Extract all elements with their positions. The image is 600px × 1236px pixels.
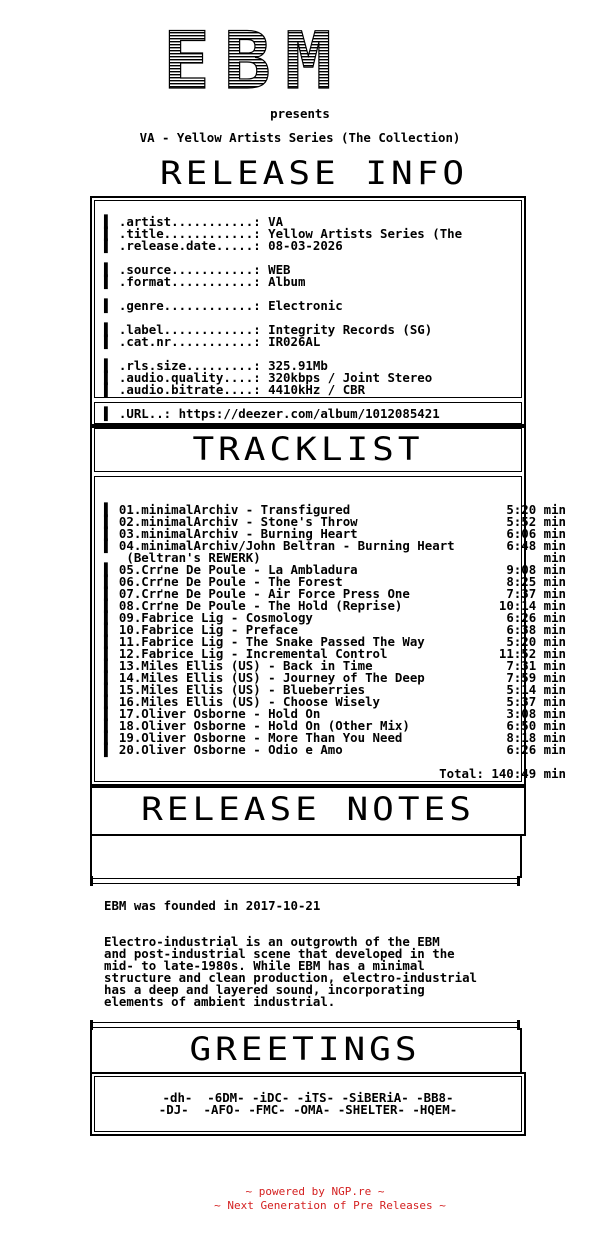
track-title: ▌ 09.Fabrice Lig - Cosmology <box>104 610 313 625</box>
track-duration: 11:52 min <box>498 646 566 661</box>
info-genre: ▌ .genre............: Electronic <box>104 298 343 313</box>
notes-bottom-separator <box>90 1022 520 1028</box>
info-source: ▌ .source...........: WEB <box>104 262 291 277</box>
notes-description: Electro-industrial is an outgrowth of the EBM and post-industrial scene that developed in the mid- to late-1980s. While EBM has a minimal structure and clean production, electro-industrial has a deep and layered sound, incorporating elements of ambient industrial. <box>104 934 477 1009</box>
track-duration: 6:50 min <box>506 718 566 733</box>
notes-left-rail <box>90 834 92 878</box>
info-artist: ▌ .artist...........: VA <box>104 214 284 229</box>
info-release-date: ▌ .release.date.....: 08-03-2026 <box>104 238 343 253</box>
track-title: ▌ 15.Miles Ellis (US) - Blueberries <box>104 682 366 697</box>
track-duration: 3:08 min <box>506 706 566 721</box>
track-duration: 5:14 min <box>506 682 566 697</box>
track-title: ▌ 11.Fabrice Lig - The Snake Passed The Way <box>104 634 425 649</box>
track-duration: 8:25 min <box>506 574 566 589</box>
track-title: ▌ 20.Oliver Osborne - Odio e Amo <box>104 742 343 757</box>
track-duration: 5:20 min <box>506 634 566 649</box>
info-rls-size: ▌ .rls.size.........: 325.91Mb <box>104 358 328 373</box>
track-title: ▌ 01.minimalArchiv - Transfigured <box>104 502 351 517</box>
footer-tagline: ~ Next Generation of Pre Releases ~ <box>214 1199 446 1212</box>
release-line: VA - Yellow Artists Series (The Collection) <box>139 130 461 145</box>
notes-right-rail <box>520 834 522 878</box>
track-title: ▌ 18.Oliver Osborne - Hold On (Other Mix) <box>104 718 410 733</box>
release-info-heading: RELEASE INFO <box>159 155 469 192</box>
footer-powered: ~ powered by NGP.re ~ <box>245 1185 385 1198</box>
ebm-logo-graphic <box>155 20 465 100</box>
track-duration: 6:48 min <box>506 538 566 553</box>
notes-founded: EBM was founded in 2017-10-21 <box>104 898 321 913</box>
track-title: ▌ 13.Miles Ellis (US) - Back in Time <box>104 658 373 673</box>
track-duration: 6:38 min <box>506 622 566 637</box>
tracklist-heading: TRACKLIST <box>192 431 424 468</box>
logo-text: EBM <box>163 20 346 100</box>
track-title: ▌ 05.Crґne De Poule - La Ambladura <box>104 562 358 577</box>
track-title: ▌ 19.Oliver Osborne - More Than You Need <box>104 730 403 745</box>
track-duration: 5:20 min <box>506 502 566 517</box>
info-audio-bitrate: ▌ .audio.bitrate....: 4410kHz / CBR <box>104 382 366 397</box>
track-title: ▌ 08.Crґne De Poule - The Hold (Reprise) <box>104 598 403 613</box>
track-duration: 7:59 min <box>506 670 566 685</box>
info-url[interactable]: ▌ .URL..: https://deezer.com/album/1012085421 <box>104 406 440 421</box>
track-duration: 5:52 min <box>506 514 566 529</box>
track-duration: 7:31 min <box>506 658 566 673</box>
track-duration: 10:14 min <box>498 598 566 613</box>
info-audio-quality: ▌ .audio.quality....: 320kbps / Joint Stereo <box>104 370 433 385</box>
track-title: ▌ 03.minimalArchiv - Burning Heart <box>104 526 358 541</box>
track-title: ▌ 12.Fabrice Lig - Incremental Control <box>104 646 388 661</box>
tracklist-total: Total: 140:49 min <box>439 766 566 781</box>
ebm-logo <box>155 20 465 100</box>
presents-text: presents <box>270 106 330 121</box>
track-duration: 8:18 min <box>506 730 566 745</box>
greetings-heading: GREETINGS <box>189 1031 421 1068</box>
track-duration: 6:26 min <box>506 610 566 625</box>
track-title: ▌ 16.Miles Ellis (US) - Choose Wisely <box>104 694 381 709</box>
greetings-line-2: -DJ- -AFO- -FMC- -OMA- -SHELTER- -HQEM- <box>158 1102 458 1117</box>
track-duration: min <box>543 550 566 565</box>
greetings-line-1: -dh- -6DM- -iDC- -iTS- -SiBERiA- -BB8- <box>162 1090 454 1105</box>
track-duration: 9:08 min <box>506 562 566 577</box>
release-notes-heading: RELEASE NOTES <box>141 791 475 828</box>
track-duration: 6:06 min <box>506 526 566 541</box>
info-cat-nr: ▌ .cat.nr...........: IR026AL <box>104 334 321 349</box>
track-title: ▌ 10.Fabrice Lig - Preface <box>104 622 298 637</box>
info-title: ▌ .title............: Yellow Artists Series (The <box>104 226 463 241</box>
track-duration: 5:37 min <box>506 694 566 709</box>
track-title: ▌ 06.Crґne De Poule - The Forest <box>104 574 343 589</box>
notes-top-separator <box>90 878 520 884</box>
track-duration: 6:26 min <box>506 742 566 757</box>
track-title: (Beltran's REWERK) <box>104 550 261 565</box>
track-duration: 7:37 min <box>506 586 566 601</box>
track-title: ▌ 04.minimalArchiv/John Beltran - Burning Heart <box>104 538 455 553</box>
info-label: ▌ .label............: Integrity Records (SG) <box>104 322 433 337</box>
track-title: ▌ 17.Oliver Osborne - Hold On <box>104 706 321 721</box>
greet-right-rail <box>520 1028 522 1072</box>
track-title: ▌ 07.Crґne De Poule - Air Force Press One <box>104 586 410 601</box>
info-format: ▌ .format...........: Album <box>104 274 306 289</box>
track-title: ▌ 14.Miles Ellis (US) - Journey of The Deep <box>104 670 425 685</box>
track-title: ▌ 02.minimalArchiv - Stone's Throw <box>104 514 358 529</box>
